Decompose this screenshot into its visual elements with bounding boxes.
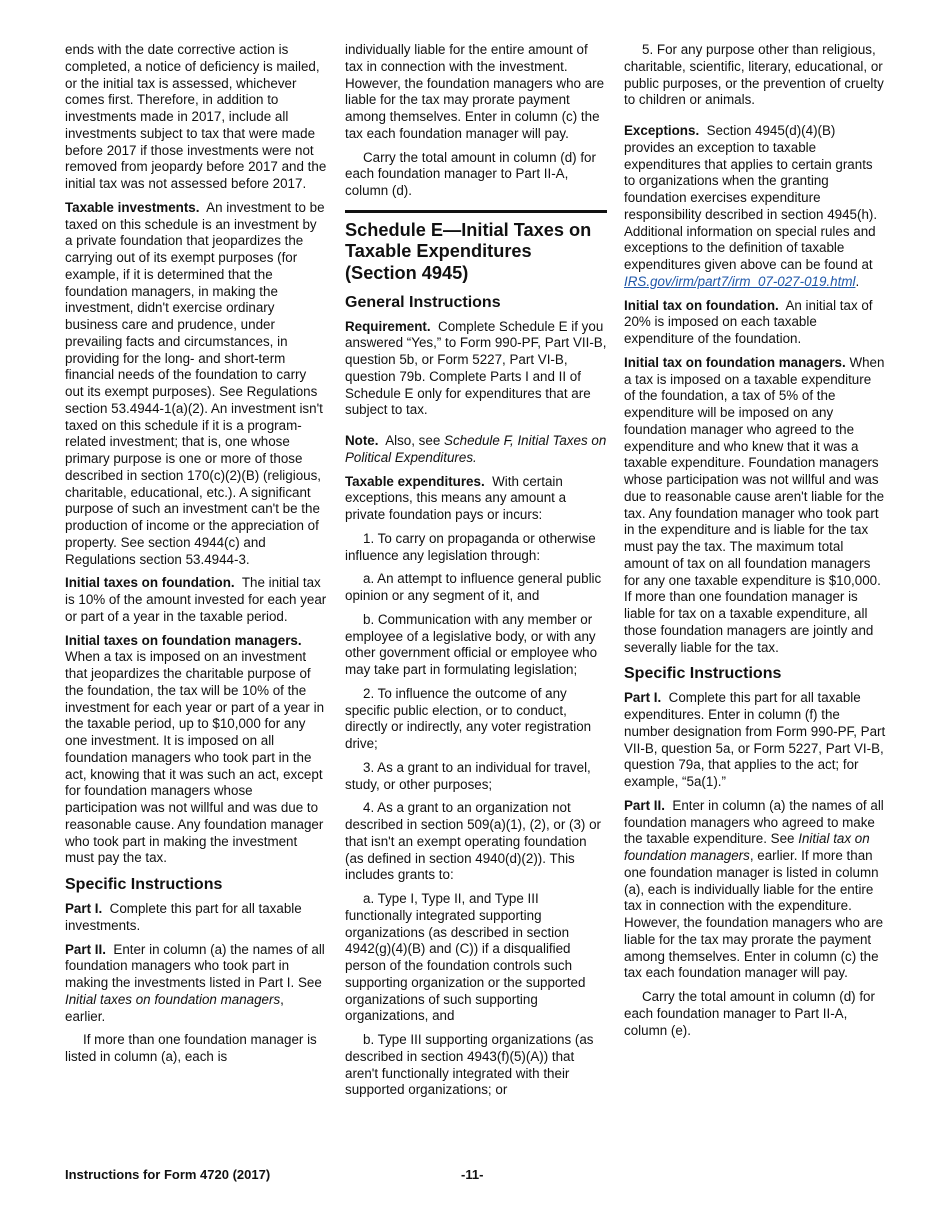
cross-reference: Initial tax on foundation managers: [624, 831, 870, 863]
list-item-1b: b. Communication with any member or employee of a legislative body, or with any other government official or employee who may take part in formulating legislation;: [345, 611, 598, 678]
paragraph-individually-liable: individually liable for the entire amount of tax in connection with the investment. However, the foundation managers who are liable for the tax may prorate payment among themselves. Enter in column (c) the tax each foundation manager will pay.: [345, 42, 605, 141]
run-in-heading: Taxable expenditures.: [345, 473, 485, 489]
section-heading-specific-instructions: Specific Instructions: [65, 876, 223, 893]
paragraph-note: Note. Also, see Schedule F, Initial Taxes on Political Expenditures.: [345, 433, 607, 465]
paragraph-part-1: Part I. Complete this part for all taxable investments.: [65, 901, 302, 933]
paragraph-requirement: Requirement. Complete Schedule E if you answered “Yes,” to Form 990-PF, Part VII-B, question 5b, or Form 5227, Part VI-B, question 79b. Complete Parts I and II of Schedule E only for expenditures that are subject to tax.: [345, 318, 607, 418]
paragraph-exceptions: Exceptions. Section 4945(d)(4)(B) provides an exception to taxable expenditures that applies to certain grants to organizations when the granting foundation exercises expenditure responsibility described in section 4945(h). Additional information on special rules and exceptions to the definition of taxable expenditures given above can be found at IRS.gov/irm/part7/irm_07-027-019.html.: [624, 123, 878, 289]
list-item-1: 1. To carry on propaganda or otherwise influence any legislation through:: [345, 530, 596, 563]
run-in-heading: Exceptions.: [624, 123, 700, 138]
paragraph-taxable-investments: Taxable investments. An investment to be taxed on this schedule is an investment by a private foundation that jeopardizes the carrying out of its exempt purposes (for example, if it is determined that the foundation managers, in making the investment, didn't exercise ordinary business care and prudence, under prevailing facts and circumstances, in providing for the long- and short-term financial needs of the foundation to carry out its exempt purposes). See Regulations section 53.4944-1(a)(2). An investment isn't taxed on this schedule if it is a program-related investment; that is, one whose primary purpose is one or more of those described in section 170(c)(2)(B) (religious, charitable, educational, etc.). A significant purpose of such an investment can't be the production of income or the appreciation of property. See section 4944(c) and Regulations section 53.4944-3.: [65, 199, 325, 567]
run-in-heading: Initial tax on foundation managers.: [624, 354, 846, 370]
cross-reference: Schedule F, Initial Taxes on Political Expenditures.: [345, 433, 607, 465]
paragraph-more-than-one-manager: If more than one foundation manager is listed in column (a), each is: [65, 1032, 317, 1064]
run-in-heading: Part I.: [65, 901, 103, 916]
run-in-heading: Requirement.: [345, 318, 431, 334]
paragraph-initial-tax-foundation: Initial tax on foundation. An initial tax of 20% is imposed on each taxable expenditure of the foundation.: [624, 297, 873, 346]
run-in-heading: Note.: [345, 433, 379, 449]
column-3: [624, 42, 886, 1046]
irs-irm-link[interactable]: IRS.gov/irm/part7/irm_07-027-019.html: [624, 273, 856, 289]
paragraph-part-2: Part II. Enter in column (a) the names of all foundation managers who agreed to make the taxable expenditure. See Initial tax on foundation managers, earlier. If more than one foundation manager is listed in column (a), each is individually liable for the entire tax in connection with the expenditure. However, the foundation managers who are liable for the tax may prorate the payment among themselves. Enter in column (c) the tax each foundation manager will pay.: [624, 797, 884, 981]
list-item-5: 5. For any purpose other than religious, charitable, scientific, literary, educational, or public purposes, or the prevention of cruelty to children or animals.: [624, 42, 884, 108]
run-in-heading: Part I.: [624, 690, 662, 706]
run-in-heading: Taxable investments.: [65, 199, 200, 215]
list-item-2: 2. To influence the outcome of any specific public election, or to conduct, directly or indirectly, any voter registration drive;: [345, 685, 592, 752]
cross-reference: Initial taxes on foundation managers: [65, 991, 281, 1007]
list-item-4b: b. Type III supporting organizations (as described in section 4943(f)(5)(A)) that aren't functionally integrated with their supported organizations; or: [345, 1032, 594, 1098]
run-in-heading: Part II.: [65, 941, 106, 957]
footer-page-number: -11-: [461, 1167, 484, 1182]
paragraph-carry-total: Carry the total amount in column (d) for each foundation manager to Part II-A, column (e).: [624, 989, 875, 1038]
column-2: [345, 42, 607, 1106]
section-heading-specific-instructions: Specific Instructions: [624, 665, 782, 683]
list-item-4: 4. As a grant to an organization not described in section 509(a)(1), (2), or (3) or that isn't an exempt operating foundation (as defined in section 4940(d)(2)). This includes grants to:: [345, 800, 602, 883]
paragraph-taxable-expenditures: Taxable expenditures. With certain exceptions, this means any amount a private foundation pays or incurs:: [345, 473, 567, 523]
paragraph-carry-total: Carry the total amount in column (d) for each foundation manager to Part II-A, column (d).: [345, 149, 596, 198]
list-item-4a: a. Type I, Type II, and Type III functionally integrated supporting organizations (as described in section 4942(g)(4)(B) and (C)) if a disqualified person of the foundation controls such supporting organization or the supported organizations of such supporting organizations, and: [345, 891, 586, 1024]
column-1: [65, 42, 327, 1073]
run-in-heading: Initial taxes on foundation.: [65, 575, 235, 591]
list-item-3: 3. As a grant to an individual for travel, study, or other purposes;: [345, 759, 591, 792]
run-in-heading: Initial taxes on foundation managers.: [65, 632, 302, 648]
paragraph-initial-tax-managers: Initial tax on foundation managers. When a tax is imposed on a taxable expenditure of the foundation, a tax of 5% of the expenditure will be imposed on any foundation manager who agreed to the expenditure and who knew that it was a taxable expenditure. Foundation managers whose participation was not willful and was due to reasonable cause aren't liable for the tax. Any foundation manager who took part in the expenditure and is liable for the tax must pay the tax. The maximum total amount of tax on all foundation managers for any one taxable expenditure is $10,000. If more than one foundation manager is liable for tax on a taxable expenditure, all those foundation managers are jointly and severally liable for the tax.: [624, 354, 885, 655]
paragraph-initial-taxes-foundation: Initial taxes on foundation. The initial tax is 10% of the amount invested for each year or part of a year in the taxable period.: [65, 575, 327, 624]
list-item-1a: a. An attempt to influence general public opinion or any segment of it, and: [345, 571, 602, 604]
schedule-e-heading: Schedule E—Initial Taxes on Taxable Expenditures (Section 4945): [345, 210, 607, 285]
run-in-heading: Initial tax on foundation.: [624, 297, 779, 313]
paragraph-corrective-action: ends with the date corrective action is completed, a notice of deficiency is mailed, or the initial tax is assessed, whichever comes first. Therefore, in addition to investments made in 2017, include all investments subject to tax that were made before 2017 if those investments were not removed from jeopardy before 2017 and the initial tax was not assessed before 2017.: [65, 42, 327, 191]
section-heading-general-instructions: General Instructions: [345, 293, 501, 311]
footer-form-title: Instructions for Form 4720 (2017): [65, 1167, 271, 1182]
paragraph-initial-taxes-managers: Initial taxes on foundation managers. When a tax is imposed on an investment that jeopardizes the charitable purpose of the foundation, the tax will be 10% of the investment for each year or part of a year in the taxable period, up to $10,000 for any one investment. It is imposed on all foundation managers who took part in the act, knowing that it was such an act, except for foundation managers whose participation was not willful and was due to reasonable cause. Any foundation manager who took part in making the investment must pay the tax.: [65, 632, 325, 866]
run-in-heading: Part II.: [624, 797, 665, 813]
paragraph-part-2: Part II. Enter in column (a) the names of all foundation managers who took part in making the investments listed in Part I. See Initial taxes on foundation managers, earlier.: [65, 941, 325, 1024]
paragraph-part-1: Part I. Complete this part for all taxable expenditures. Enter in column (f) the number designation from Form 990-PF, Part VII-B, question 5a, or Form 5227, Part VI-B, question 79a, that applies to the act; for example, “5a(1).”: [624, 690, 886, 789]
